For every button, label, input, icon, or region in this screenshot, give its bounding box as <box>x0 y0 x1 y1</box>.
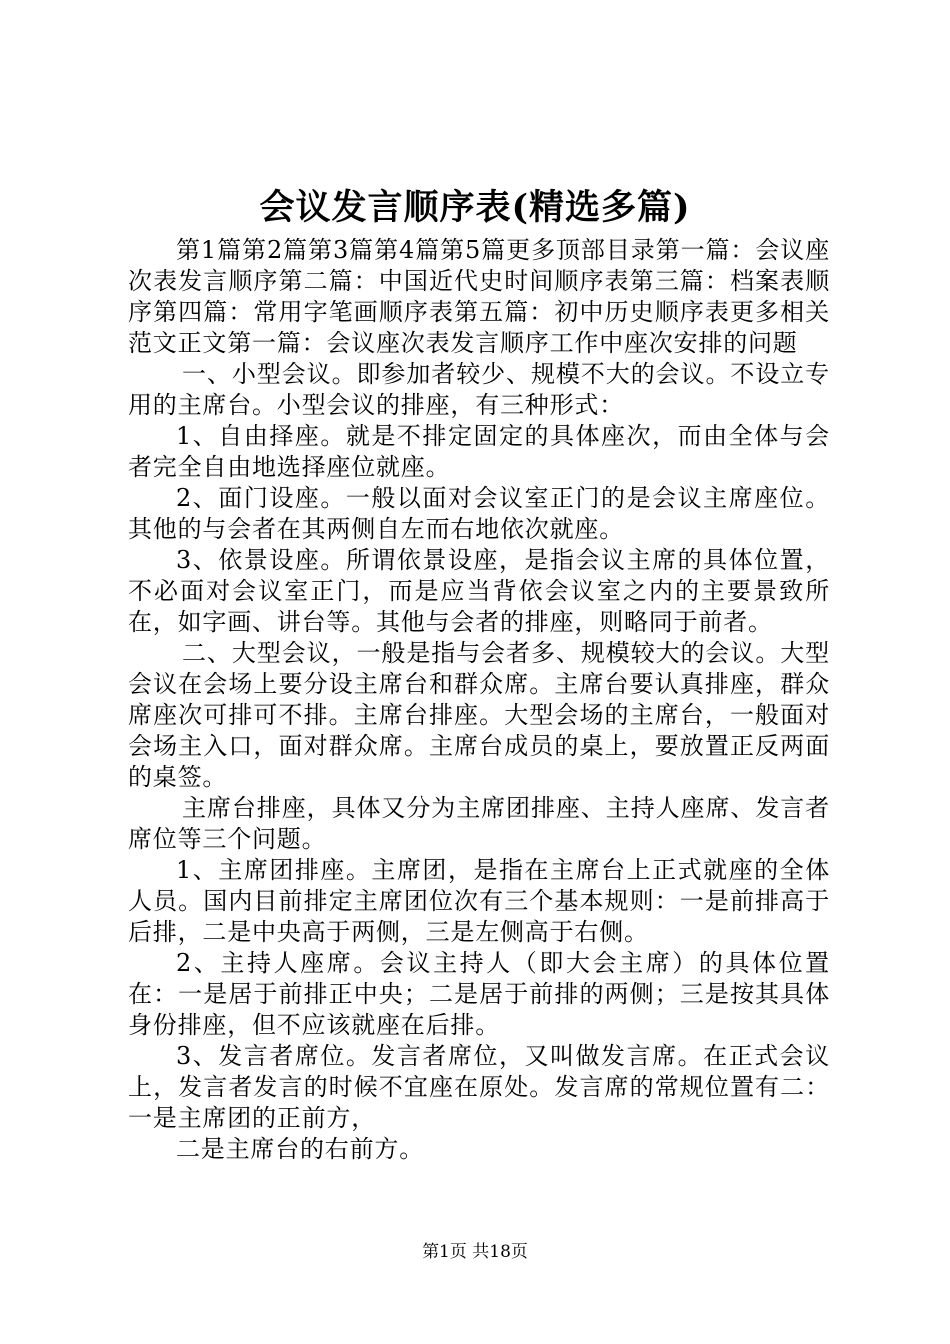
paragraph-small-meeting: 一、小型会议。即参加者较少、规模不大的会议。不设立专用的主席台。小型会议的排座，有三种形式： <box>128 360 830 419</box>
page-number: 第1页 共18页 <box>422 1242 528 1262</box>
paragraph-scene-seating: 3、依景设座。所谓依景设座，是指会议主席的具体位置，不必面对会议室正门，而是应当背依会议室之内的主要景致所在，如字画、讲台等。其他与会者的排座，则略同于前者。 <box>128 546 830 636</box>
document-title: 会议发言顺序表(精选多篇) <box>259 187 691 228</box>
paragraph-door-facing: 2、面门设座。一般以面对会议室正门的是会议主席座位。其他的与会者在其两侧自左而右地依次就座。 <box>128 484 830 543</box>
paragraph-speaker-seat: 3、发言者席位。发言者席位，又叫做发言席。在正式会议上，发言者发言的时候不宜座在原处。发言席的常规位置有二：一是主席团的正前方， <box>128 1042 830 1132</box>
document-body <box>128 235 830 1165</box>
paragraph-large-meeting: 二、大型会议，一般是指与会者多、规模较大的会议。大型会议在会场上要分设主席台和群众席。主席台要认真排座，群众席座次可排可不排。主席台排座。大型会场的主席台，一般面对会场主入口，面对群众席。主席台成员的桌上，要放置正反两面的桌签。 <box>128 639 830 791</box>
paragraph-free-seating: 1、自由择座。就是不排定固定的具体座次，而由全体与会者完全自由地选择座位就座。 <box>128 422 830 481</box>
paragraph-toc: 第1篇第2篇第3篇第4篇第5篇更多顶部目录第一篇：会议座次表发言顺序第二篇：中国近代史时间顺序表第三篇：档案表顺序第四篇：常用字笔画顺序表第五篇：初中历史顺序表更多相关范文正文第一篇：会议座次表发言顺序工作中座次安排的问题 <box>128 236 830 357</box>
paragraph-presidium: 1、主席团排座。主席团，是指在主席台上正式就座的全体人员。国内目前排定主席团位次有三个基本规则：一是前排高于后排，二是中央高于两侧，三是左侧高于右侧。 <box>128 856 830 946</box>
paragraph-host-seat: 2、主持人座席。会议主持人（即大会主席）的具体位置在：一是居于前排正中央；二是居于前排的两侧；三是按其具体身份排座，但不应该就座在后排。 <box>128 949 830 1039</box>
paragraph-right-front: 二是主席台的右前方。 <box>176 1135 424 1163</box>
paragraph-rostrum-seating: 主席台排座，具体又分为主席团排座、主持人座席、发言者席位等三个问题。 <box>128 794 830 853</box>
